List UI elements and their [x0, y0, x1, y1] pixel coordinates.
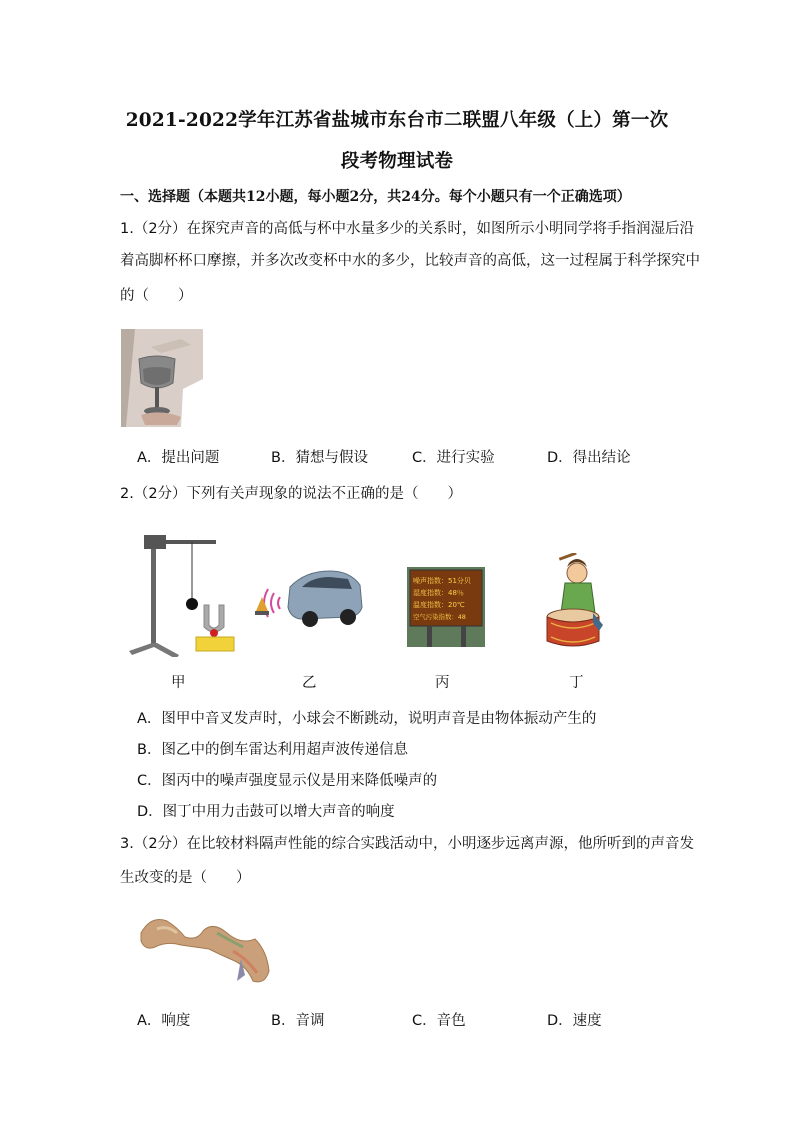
q1-option-a[interactable]: A．提出问题	[137, 450, 220, 466]
noise-display-figure	[407, 567, 485, 647]
q3-option-b[interactable]: B．音调	[271, 1013, 325, 1029]
q3-option-a[interactable]: A．响度	[137, 1013, 191, 1029]
q2-text: 2.（2分）下列有关声现象的说法不正确的是（ ）	[120, 486, 463, 502]
q2-option-d[interactable]: D．图丁中用力击鼓可以增大声音的响度	[137, 804, 395, 820]
q2-option-c[interactable]: C．图丙中的噪声强度显示仪是用来降低噪声的	[137, 773, 438, 789]
sign-temperature: 温度指数：20℃	[413, 601, 465, 609]
caption-jia: 甲	[171, 675, 186, 691]
caption-yi: 乙	[302, 675, 317, 691]
q3-option-c[interactable]: C．音色	[412, 1013, 466, 1029]
drummer-figure	[537, 553, 617, 653]
q1-text-line2: 着高脚杯杯口摩擦，并多次改变杯中水的多少，比较声音的高低，这一过程属于科学探究中	[120, 253, 700, 269]
q1-option-d[interactable]: D．得出结论	[547, 450, 631, 466]
q3-text-line1: 3.（2分）在比较材料隔声性能的综合实践活动中，小明逐步远离声源，他所听到的声音发	[120, 836, 695, 852]
q2-option-a[interactable]: A．图甲中音叉发声时，小球会不断跳动，说明声音是由物体振动产生的	[137, 711, 597, 727]
sign-air-pollution: 空气污染指数：48	[413, 613, 466, 621]
car-radar-figure	[250, 567, 365, 637]
caption-ding: 丁	[569, 675, 584, 691]
q1-option-c[interactable]: C．进行实验	[412, 450, 495, 466]
exam-title-line2: 段考物理试卷	[340, 151, 454, 172]
caption-bing: 丙	[435, 675, 450, 691]
sign-humidity: 湿度指数：48％	[413, 589, 464, 597]
q1-text-line3: 的（ ）	[120, 288, 193, 304]
sign-noise: 噪声指数：51分贝	[413, 577, 471, 585]
q3-option-d[interactable]: D．速度	[547, 1013, 602, 1029]
q1-text-line1: 1.（2分）在探究声音的高低与杯中水量多少的关系时，如图所示小明同学将手指润湿后沿	[120, 221, 695, 237]
exam-title-line1: 2021-2022学年江苏省盐城市东台市二联盟八年级（上）第一次	[125, 110, 669, 131]
wine-glass-figure	[121, 329, 203, 427]
tuning-fork-figure	[124, 527, 239, 657]
q2-option-b[interactable]: B．图乙中的倒车雷达利用超声波传递信息	[137, 742, 408, 758]
q1-option-b[interactable]: B．猜想与假设	[271, 450, 368, 466]
section-heading: 一、选择题（本题共12小题，每小题2分，共24分。每个小题只有一个正确选项）	[120, 189, 631, 205]
q3-text-line2: 生改变的是（ ）	[120, 870, 251, 886]
sound-material-figure	[137, 911, 277, 987]
